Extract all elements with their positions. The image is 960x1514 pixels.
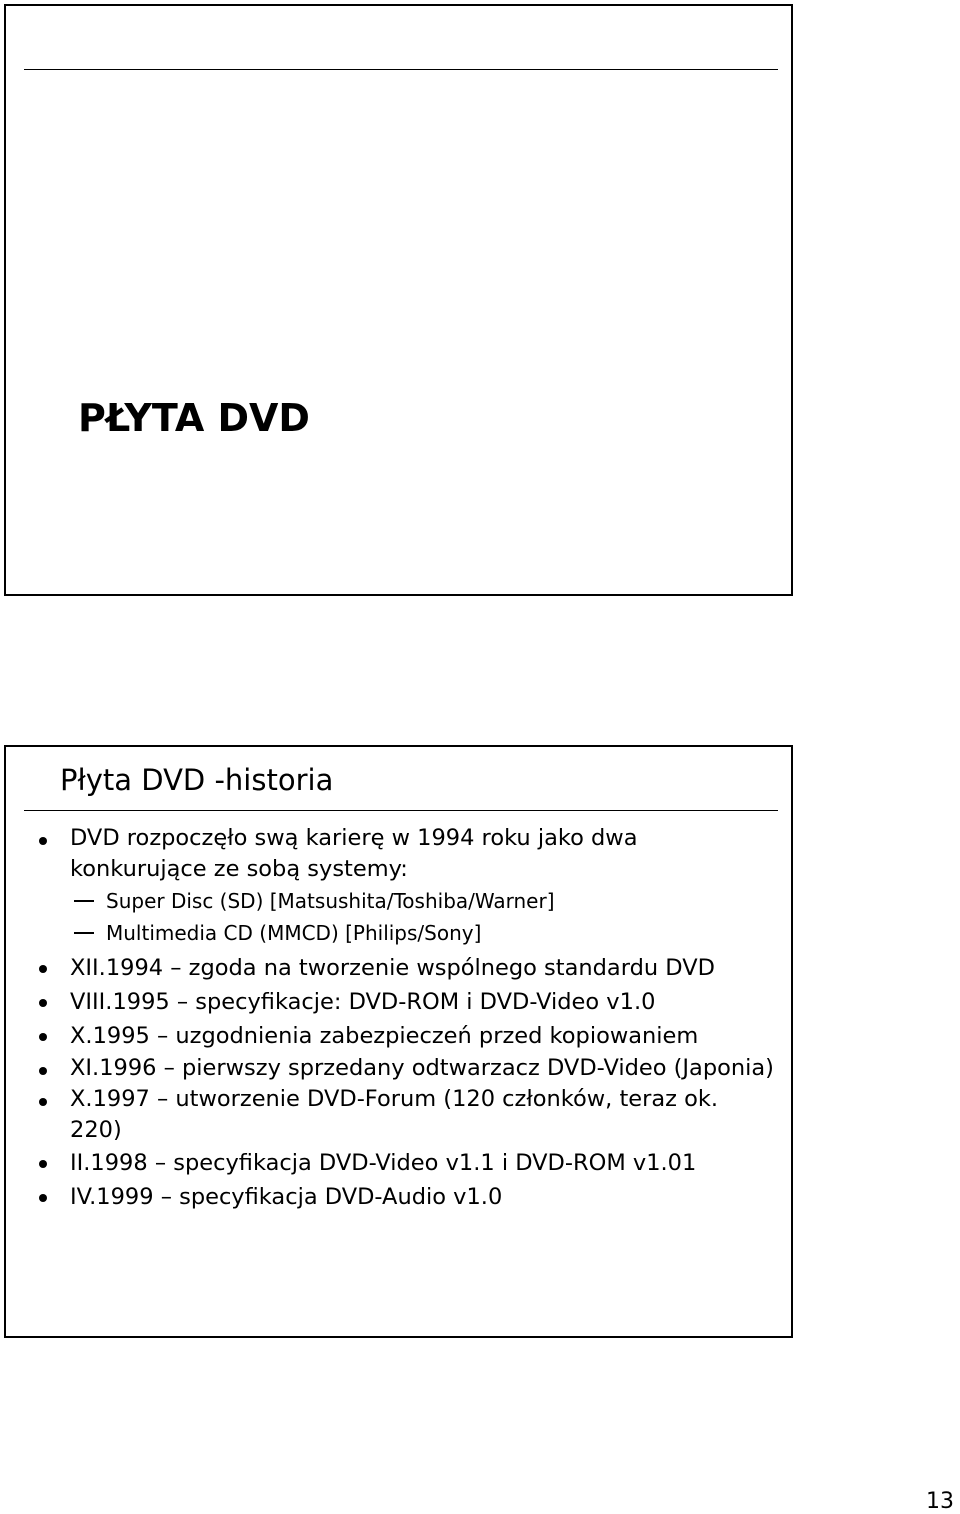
sub-list-item (36, 885, 776, 917)
slide-history (4, 745, 793, 1338)
list-item-text: XI.1996 – pierwszy sprzedany odtwarzacz DVD-Video (Japonia) (70, 1055, 774, 1081)
header-rule (24, 69, 778, 70)
bullet-icon (39, 999, 47, 1007)
list-item-text: DVD rozpoczęło swą karierę w 1994 roku jako dwa konkurujące ze sobą systemy: (70, 825, 638, 882)
list-item (36, 1180, 776, 1214)
slide-title (4, 4, 793, 596)
list-item (36, 951, 776, 985)
bullet-icon (39, 1067, 47, 1075)
list-item (36, 985, 776, 1019)
bullet-icon (39, 1098, 47, 1106)
list-item (36, 1019, 776, 1053)
sub-list-item (36, 917, 776, 949)
slide-title-text: PŁYTA DVD (78, 396, 310, 440)
list-item-text: VIII.1995 – specyfikacje: DVD-ROM i DVD-Video v1.0 (70, 989, 656, 1015)
bullet-icon (39, 1160, 47, 1168)
list-item-text: IV.1999 – specyfikacja DVD-Audio v1.0 (70, 1184, 503, 1210)
dash-icon (74, 900, 94, 902)
list-item-text: XII.1994 – zgoda na tworzenie wspólnego standardu DVD (70, 955, 715, 981)
list-item-text: II.1998 – specyfikacja DVD-Video v1.1 i DVD-ROM v1.01 (70, 1150, 697, 1176)
bullet-icon (39, 965, 47, 973)
page-number: 13 (926, 1489, 954, 1514)
dash-icon (74, 932, 94, 934)
sub-item-text: Super Disc (SD) [Matsushita/Toshiba/Warner] (106, 889, 555, 913)
slide-heading: Płyta DVD -historia (60, 763, 334, 797)
list-item-text: X.1995 – uzgodnienia zabezpieczeń przed kopiowaniem (70, 1023, 699, 1049)
list-item (36, 1053, 776, 1084)
bullet-icon (39, 1033, 47, 1041)
bullet-list (36, 823, 776, 1214)
list-item (36, 823, 776, 885)
sub-item-text: Multimedia CD (MMCD) [Philips/Sony] (106, 921, 482, 945)
bullet-icon (39, 1194, 47, 1202)
header-rule (24, 810, 778, 811)
list-item-text: X.1997 – utworzenie DVD-Forum (120 członków, teraz ok. 220) (70, 1086, 719, 1143)
bullet-icon (39, 837, 47, 845)
list-item (36, 1146, 776, 1180)
list-item (36, 1084, 776, 1146)
